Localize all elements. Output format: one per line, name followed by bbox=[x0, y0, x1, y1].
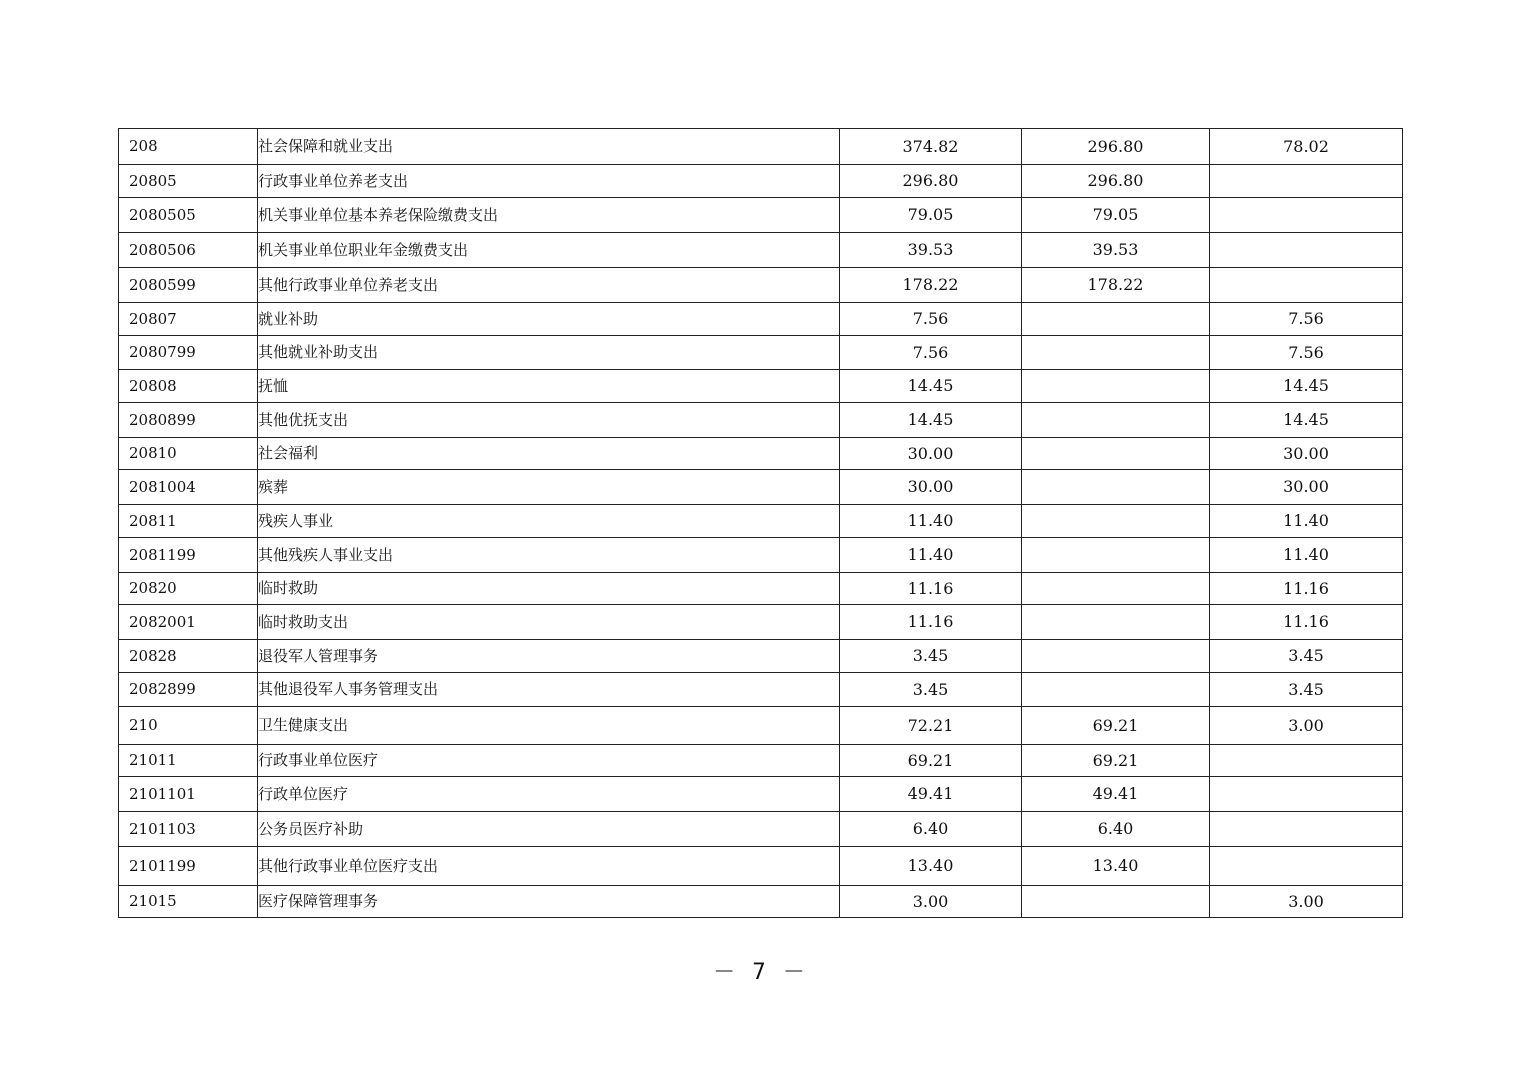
table-row bbox=[119, 438, 1403, 470]
total-amount-cell: 14.45 bbox=[840, 370, 1022, 403]
name-cell: 临时救助 bbox=[258, 573, 840, 605]
table-row bbox=[119, 165, 1403, 198]
code-cell: 20808 bbox=[119, 370, 258, 403]
project-expenditure-cell bbox=[1210, 233, 1403, 268]
project-expenditure-cell: 30.00 bbox=[1210, 470, 1403, 505]
project-expenditure-cell: 78.02 bbox=[1210, 129, 1403, 165]
table-row bbox=[119, 370, 1403, 403]
name-cell: 社会福利 bbox=[258, 438, 840, 470]
code-cell: 20810 bbox=[119, 438, 258, 470]
total-amount-cell: 374.82 bbox=[840, 129, 1022, 165]
table-row bbox=[119, 847, 1403, 886]
name-cell: 其他行政事业单位医疗支出 bbox=[258, 847, 840, 886]
project-expenditure-cell: 11.16 bbox=[1210, 605, 1403, 640]
total-amount-cell: 7.56 bbox=[840, 336, 1022, 370]
project-expenditure-cell: 11.16 bbox=[1210, 573, 1403, 605]
table-row bbox=[119, 673, 1403, 707]
code-cell: 20811 bbox=[119, 505, 258, 538]
name-cell: 社会保障和就业支出 bbox=[258, 129, 840, 165]
code-cell: 20807 bbox=[119, 303, 258, 336]
basic-expenditure-cell bbox=[1022, 640, 1210, 673]
basic-expenditure-cell bbox=[1022, 470, 1210, 505]
name-cell: 其他退役军人事务管理支出 bbox=[258, 673, 840, 707]
table-row bbox=[119, 470, 1403, 505]
code-cell: 20820 bbox=[119, 573, 258, 605]
total-amount-cell: 79.05 bbox=[840, 198, 1022, 233]
basic-expenditure-cell: 296.80 bbox=[1022, 165, 1210, 198]
project-expenditure-cell: 14.45 bbox=[1210, 403, 1403, 438]
name-cell: 机关事业单位职业年金缴费支出 bbox=[258, 233, 840, 268]
total-amount-cell: 39.53 bbox=[840, 233, 1022, 268]
table-row bbox=[119, 605, 1403, 640]
name-cell: 残疾人事业 bbox=[258, 505, 840, 538]
code-cell: 2081004 bbox=[119, 470, 258, 505]
basic-expenditure-cell bbox=[1022, 673, 1210, 707]
total-amount-cell: 49.41 bbox=[840, 777, 1022, 812]
table-row bbox=[119, 573, 1403, 605]
code-cell: 2082899 bbox=[119, 673, 258, 707]
project-expenditure-cell bbox=[1210, 198, 1403, 233]
basic-expenditure-cell bbox=[1022, 370, 1210, 403]
code-cell: 2080599 bbox=[119, 268, 258, 303]
name-cell: 其他就业补助支出 bbox=[258, 336, 840, 370]
project-expenditure-cell: 3.00 bbox=[1210, 886, 1403, 918]
project-expenditure-cell bbox=[1210, 812, 1403, 847]
total-amount-cell: 11.16 bbox=[840, 605, 1022, 640]
code-cell: 21015 bbox=[119, 886, 258, 918]
code-cell: 2101103 bbox=[119, 812, 258, 847]
basic-expenditure-cell bbox=[1022, 538, 1210, 573]
table-row bbox=[119, 198, 1403, 233]
code-cell: 2101199 bbox=[119, 847, 258, 886]
code-cell: 20828 bbox=[119, 640, 258, 673]
table-row bbox=[119, 303, 1403, 336]
basic-expenditure-cell bbox=[1022, 573, 1210, 605]
project-expenditure-cell: 7.56 bbox=[1210, 303, 1403, 336]
basic-expenditure-cell: 6.40 bbox=[1022, 812, 1210, 847]
code-cell: 2082001 bbox=[119, 605, 258, 640]
total-amount-cell: 178.22 bbox=[840, 268, 1022, 303]
project-expenditure-cell: 3.45 bbox=[1210, 640, 1403, 673]
total-amount-cell: 14.45 bbox=[840, 403, 1022, 438]
total-amount-cell: 13.40 bbox=[840, 847, 1022, 886]
total-amount-cell: 11.16 bbox=[840, 573, 1022, 605]
code-cell: 2081199 bbox=[119, 538, 258, 573]
project-expenditure-cell: 7.56 bbox=[1210, 336, 1403, 370]
basic-expenditure-cell bbox=[1022, 438, 1210, 470]
basic-expenditure-cell: 296.80 bbox=[1022, 129, 1210, 165]
budget-expenditure-table bbox=[118, 128, 1403, 918]
table-row bbox=[119, 129, 1403, 165]
basic-expenditure-cell bbox=[1022, 403, 1210, 438]
total-amount-cell: 6.40 bbox=[840, 812, 1022, 847]
table-row bbox=[119, 640, 1403, 673]
code-cell: 21011 bbox=[119, 745, 258, 777]
basic-expenditure-cell: 69.21 bbox=[1022, 745, 1210, 777]
table-row bbox=[119, 886, 1403, 918]
project-expenditure-cell: 11.40 bbox=[1210, 505, 1403, 538]
name-cell: 行政事业单位养老支出 bbox=[258, 165, 840, 198]
table-body bbox=[119, 129, 1403, 918]
table-row bbox=[119, 505, 1403, 538]
total-amount-cell: 7.56 bbox=[840, 303, 1022, 336]
basic-expenditure-cell bbox=[1022, 303, 1210, 336]
name-cell: 机关事业单位基本养老保险缴费支出 bbox=[258, 198, 840, 233]
basic-expenditure-cell bbox=[1022, 505, 1210, 538]
total-amount-cell: 30.00 bbox=[840, 438, 1022, 470]
total-amount-cell: 11.40 bbox=[840, 505, 1022, 538]
table-row bbox=[119, 745, 1403, 777]
table-row bbox=[119, 538, 1403, 573]
code-cell: 2080799 bbox=[119, 336, 258, 370]
name-cell: 就业补助 bbox=[258, 303, 840, 336]
name-cell: 临时救助支出 bbox=[258, 605, 840, 640]
project-expenditure-cell: 3.00 bbox=[1210, 707, 1403, 745]
project-expenditure-cell: 11.40 bbox=[1210, 538, 1403, 573]
code-cell: 2101101 bbox=[119, 777, 258, 812]
name-cell: 行政单位医疗 bbox=[258, 777, 840, 812]
project-expenditure-cell bbox=[1210, 847, 1403, 886]
code-cell: 210 bbox=[119, 707, 258, 745]
page-number: － 7 － bbox=[713, 960, 807, 985]
basic-expenditure-cell bbox=[1022, 886, 1210, 918]
total-amount-cell: 72.21 bbox=[840, 707, 1022, 745]
code-cell: 2080506 bbox=[119, 233, 258, 268]
table-row bbox=[119, 777, 1403, 812]
project-expenditure-cell bbox=[1210, 268, 1403, 303]
total-amount-cell: 3.45 bbox=[840, 673, 1022, 707]
code-cell: 208 bbox=[119, 129, 258, 165]
total-amount-cell: 3.45 bbox=[840, 640, 1022, 673]
table-row bbox=[119, 336, 1403, 370]
total-amount-cell: 69.21 bbox=[840, 745, 1022, 777]
name-cell: 退役军人管理事务 bbox=[258, 640, 840, 673]
code-cell: 2080899 bbox=[119, 403, 258, 438]
project-expenditure-cell: 30.00 bbox=[1210, 438, 1403, 470]
name-cell: 卫生健康支出 bbox=[258, 707, 840, 745]
name-cell: 其他行政事业单位养老支出 bbox=[258, 268, 840, 303]
total-amount-cell: 11.40 bbox=[840, 538, 1022, 573]
basic-expenditure-cell: 69.21 bbox=[1022, 707, 1210, 745]
table-row bbox=[119, 233, 1403, 268]
name-cell: 其他残疾人事业支出 bbox=[258, 538, 840, 573]
code-cell: 20805 bbox=[119, 165, 258, 198]
basic-expenditure-cell: 13.40 bbox=[1022, 847, 1210, 886]
basic-expenditure-cell bbox=[1022, 336, 1210, 370]
table-row bbox=[119, 403, 1403, 438]
basic-expenditure-cell bbox=[1022, 605, 1210, 640]
name-cell: 其他优抚支出 bbox=[258, 403, 840, 438]
basic-expenditure-cell: 39.53 bbox=[1022, 233, 1210, 268]
table-row bbox=[119, 268, 1403, 303]
name-cell: 抚恤 bbox=[258, 370, 840, 403]
total-amount-cell: 296.80 bbox=[840, 165, 1022, 198]
project-expenditure-cell bbox=[1210, 165, 1403, 198]
code-cell: 2080505 bbox=[119, 198, 258, 233]
total-amount-cell: 3.00 bbox=[840, 886, 1022, 918]
table-row bbox=[119, 707, 1403, 745]
name-cell: 公务员医疗补助 bbox=[258, 812, 840, 847]
project-expenditure-cell: 14.45 bbox=[1210, 370, 1403, 403]
name-cell: 行政事业单位医疗 bbox=[258, 745, 840, 777]
project-expenditure-cell: 3.45 bbox=[1210, 673, 1403, 707]
name-cell: 殡葬 bbox=[258, 470, 840, 505]
basic-expenditure-cell: 178.22 bbox=[1022, 268, 1210, 303]
total-amount-cell: 30.00 bbox=[840, 470, 1022, 505]
basic-expenditure-cell: 79.05 bbox=[1022, 198, 1210, 233]
basic-expenditure-cell: 49.41 bbox=[1022, 777, 1210, 812]
project-expenditure-cell bbox=[1210, 745, 1403, 777]
project-expenditure-cell bbox=[1210, 777, 1403, 812]
name-cell: 医疗保障管理事务 bbox=[258, 886, 840, 918]
table-row bbox=[119, 812, 1403, 847]
